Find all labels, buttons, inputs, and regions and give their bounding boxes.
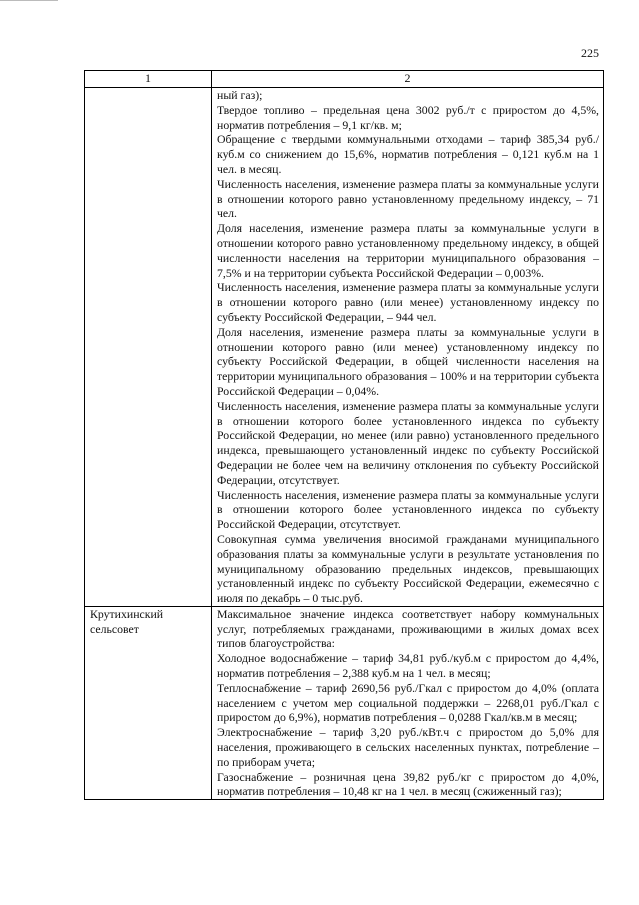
corner-mark <box>0 0 58 4</box>
header-col-2: 2 <box>212 71 604 88</box>
paragraph: Численность населения, изменение размера платы за коммунальные услуги в отношении которого более установленного индекса по субъекту Российской Федерации, отсутствует. <box>217 487 599 532</box>
paragraph: Холодное водоснабжение – тариф 34,81 руб./куб.м с приростом до 4,4%, норматив потребления – 2,388 куб.м на 1 чел. в месяц; <box>217 651 599 681</box>
municipality-type-line: сельсовет <box>90 621 139 636</box>
header-col-1: 1 <box>85 71 212 88</box>
row-2-col-1 <box>85 606 212 799</box>
paragraph: Теплоснабжение – тариф 2690,56 руб./Гкал с приростом до 4,0% (оплата населением с учетом мер социальной поддержки – 2268,01 руб./Гкал с приростом до 6,9%), норматив потребления – 0,0288 Гкал/кв.м в месяц; <box>217 680 599 725</box>
paragraph: Газоснабжение – розничная цена 39,82 руб./кг с приростом до 4,0%, норматив потребления – 10,48 кг на 1 чел. в месяц (сжиженный газ); <box>217 769 599 799</box>
table-row <box>85 606 604 799</box>
paragraph: Численность населения, изменение размера платы за коммунальные услуги в отношении которого равно (или менее) установленному индексу по субъекту Российской Федерации, – 944 чел. <box>217 280 599 324</box>
row-1-col-1 <box>85 88 212 607</box>
paragraph: Твердое топливо – предельная цена 3002 руб./т с приростом до 4,5%, норматив потребления – 9,1 кг/кв. м; <box>217 102 599 132</box>
table-header-row <box>85 71 604 88</box>
data-table <box>84 70 604 800</box>
paragraph: Доля населения, изменение размера платы за коммунальные услуги в отношении которого равно (или менее) установленному индексу по субъекту Российской Федерации, в общей численности населения на территории муниципального образования – 100% и на территории субъекта Российской Федерации – 0,04%. <box>217 324 599 398</box>
row-1-col-2 <box>212 88 604 607</box>
paragraph: Электроснабжение – тариф 3,20 руб./кВт.ч с приростом до 5,0% для населения, проживающего в сельских населенных пунктах, потребление – по приборам учета; <box>217 725 599 769</box>
page-number: 225 <box>581 46 599 60</box>
paragraph: Доля населения, изменение размера платы за коммунальные услуги в отношении которого равно установленному предельному индексу, в общей численности населения на территории муниципального образования – 7,5% и на территории субъекта Российской Федерации – 0,003%. <box>217 221 599 280</box>
paragraph: Совокупная сумма увеличения вносимой гражданами муниципального образования платы за коммунальные услуги в результате установления по муниципальному образованию предельных индексов, превышающих установленный индекс по субъекту Российской Федерации, ежемесячно с июля по декабрь – 0 тыс.руб. <box>217 531 599 606</box>
paragraph: Численность населения, изменение размера платы за коммунальные услуги в отношении которого более установленного индекса по субъекту Российской Федерации, но менее (или равно) установленного предельного индекса, превышающего установленный индекс по субъекту Российской Федерации не более чем на величину отклонения по субъекту Российской Федерации, отсутствует. <box>217 398 599 487</box>
row-2-col-2 <box>212 606 604 799</box>
table-row <box>85 88 604 607</box>
paragraph: Максимальное значение индекса соответствует набору коммунальных услуг, потребляемых гражданами, проживающими в жилых домах всех типов благоустройства: <box>217 606 599 651</box>
paragraph: ный газ); <box>217 88 263 102</box>
paragraph: Обращение с твердыми коммунальными отходами – тариф 385,34 руб./куб.м со снижением до 15,6%, норматив потребления – 0,121 куб.м на 1 чел. в месяц. <box>217 132 599 176</box>
municipality-name-line: Крутихинский <box>90 606 164 621</box>
paragraph: Численность населения, изменение размера платы за коммунальные услуги в отношении которого равно установленному предельному индексу, – 71 чел. <box>217 176 599 221</box>
